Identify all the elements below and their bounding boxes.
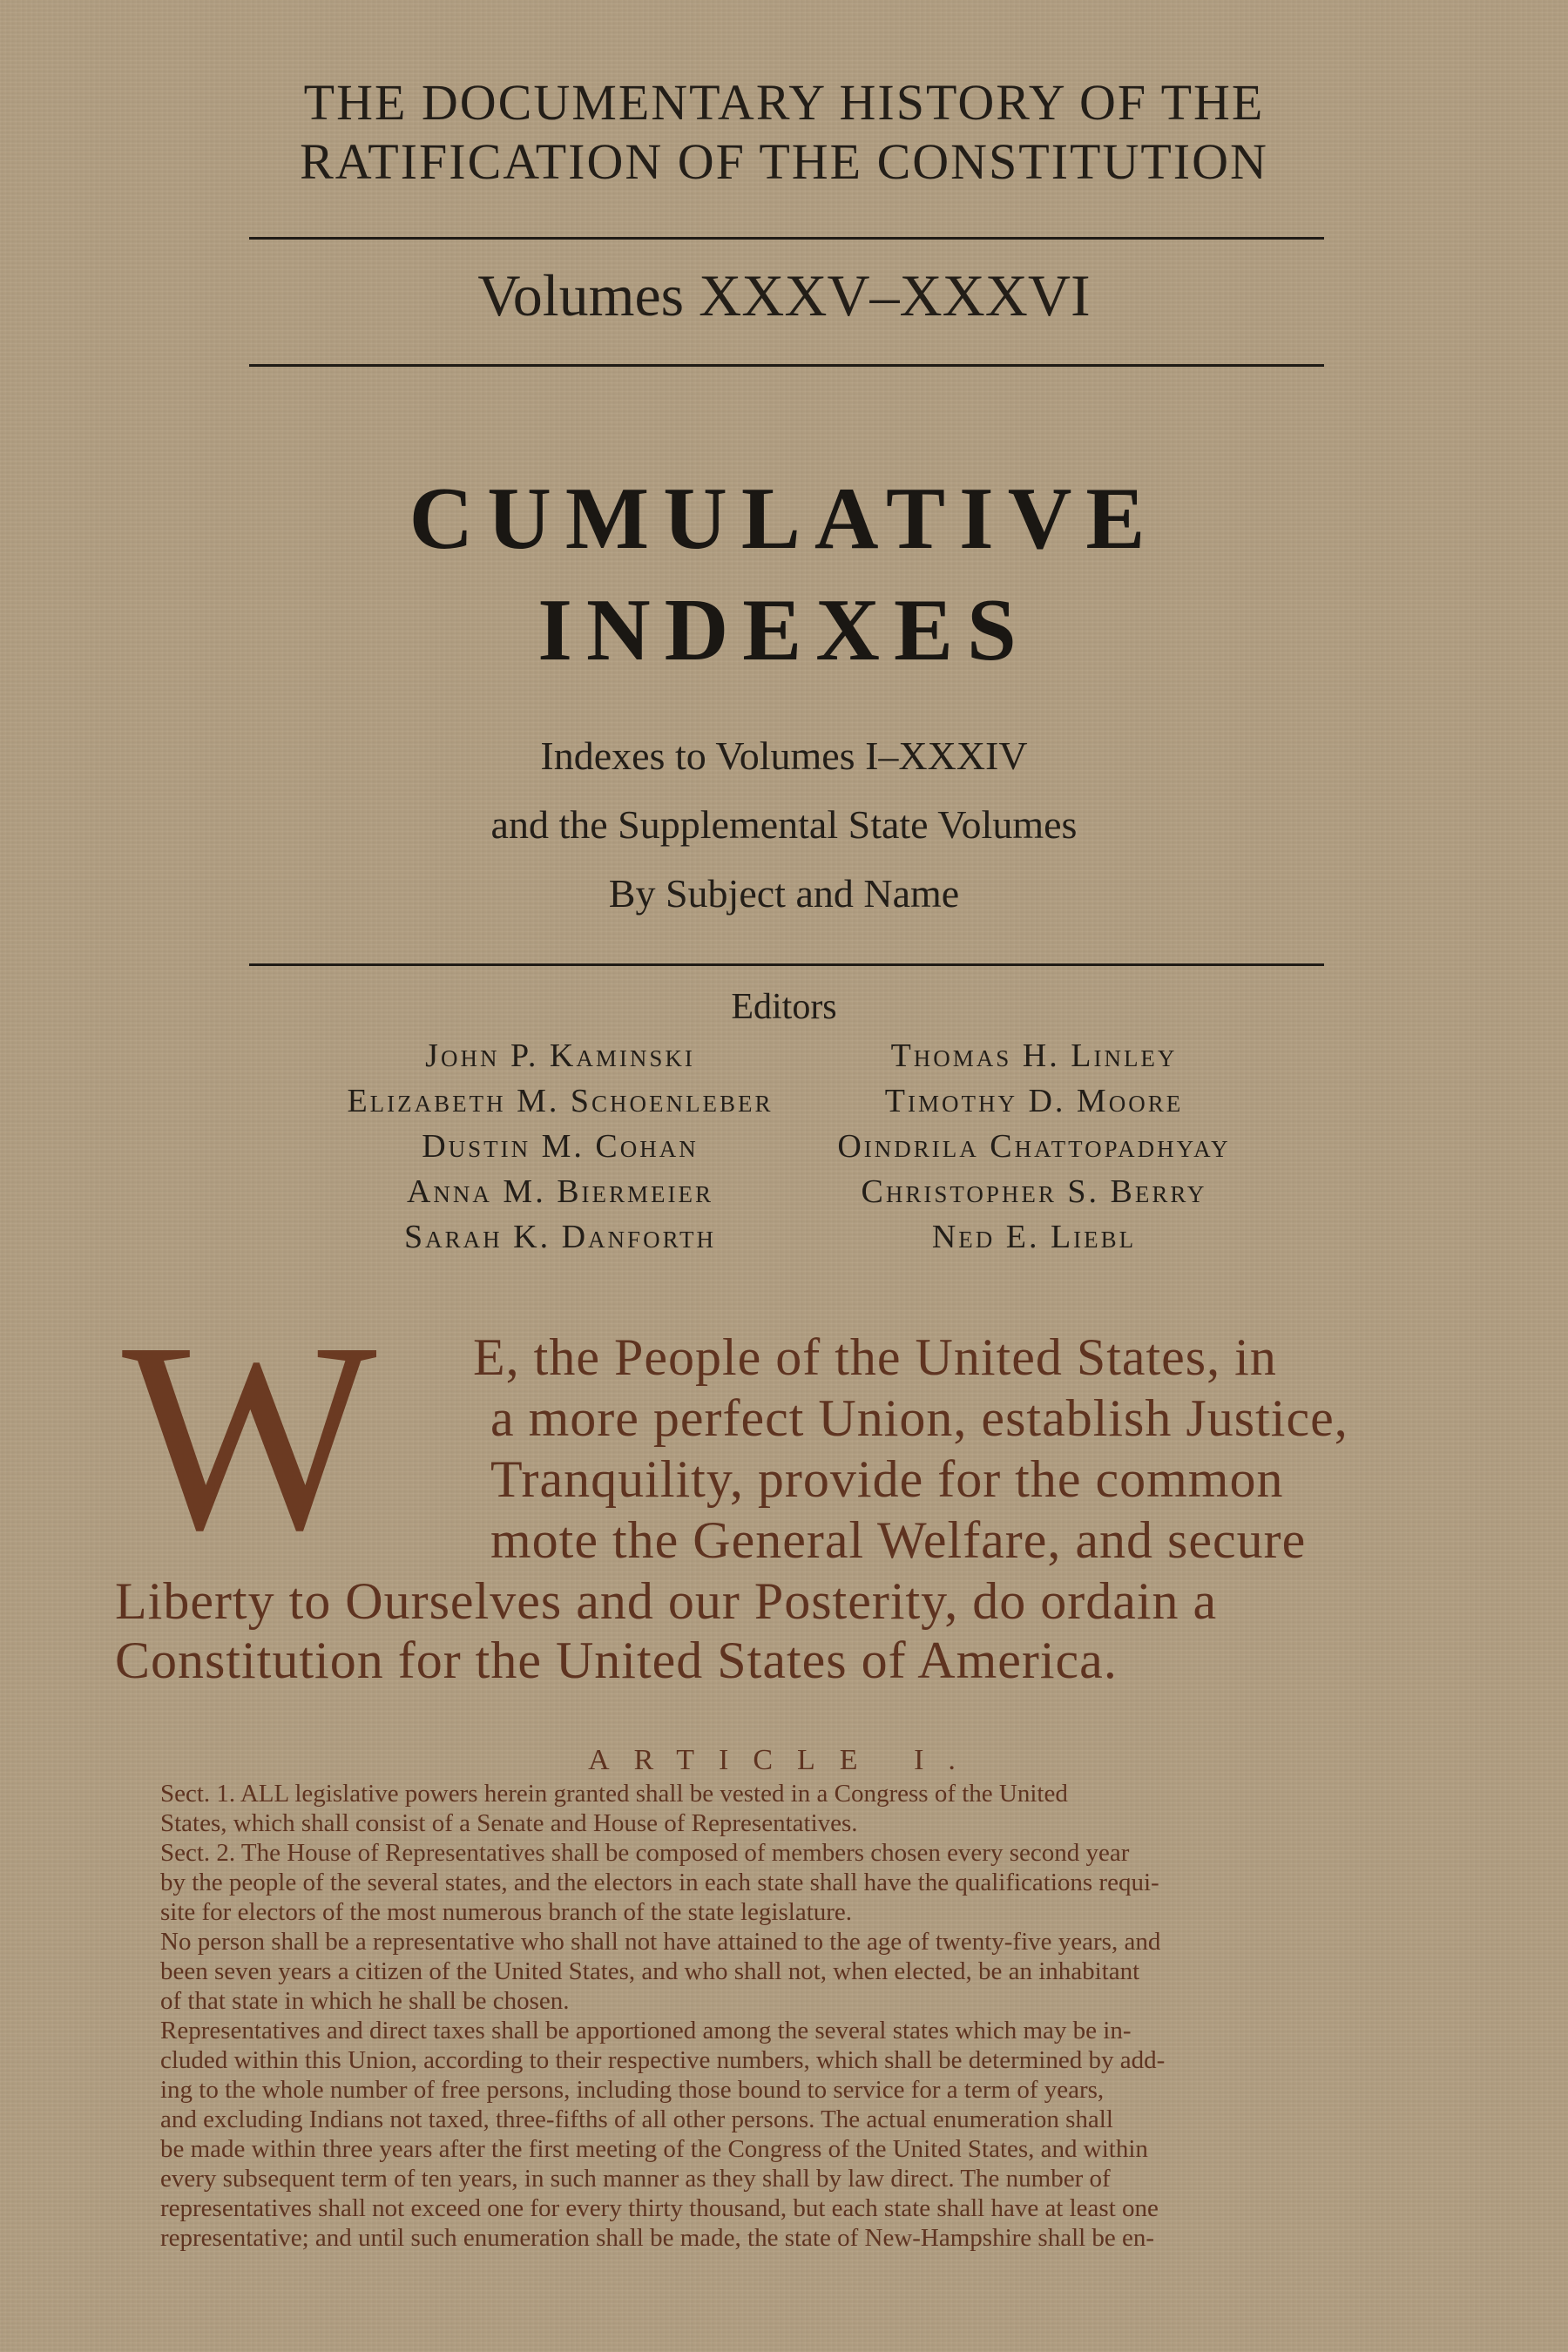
preamble-line: Liberty to Ourselves and our Posterity, do ordain a <box>115 1572 1218 1630</box>
volume-numbers: Volumes XXXV–XXXVI <box>477 262 1091 328</box>
preamble-line: a more perfect Union, establish Justice, <box>490 1389 1348 1447</box>
volumes-divider <box>249 364 1324 367</box>
main-title-line-2: INDEXES <box>537 581 1031 679</box>
editors-heading: Editors <box>731 987 837 1027</box>
article-text-line: site for electors of the most numerous branch of the state legislature. <box>160 1898 853 1926</box>
editor-name: Oindrila Chattopadhyay <box>837 1128 1231 1165</box>
preamble-line: Tranquility, provide for the common <box>490 1450 1284 1508</box>
main-title <box>0 463 1568 686</box>
article-text-line: No person shall be a representative who shall not have attained to the age of twenty-five years, and <box>160 1928 1161 1956</box>
preamble-drop-cap: W <box>122 1288 377 1586</box>
main-title-line-1: CUMULATIVE <box>409 470 1159 568</box>
article-text-line: of that state in which he shall be chosen. <box>160 1987 570 2015</box>
article-text-line: been seven years a citizen of the United States, and who shall not, when elected, be an inhabitant <box>160 1957 1140 1985</box>
editor-name: Elizabeth M. Schoenleber <box>347 1083 774 1119</box>
top-divider <box>249 237 1324 240</box>
series-title-line-2: RATIFICATION OF THE CONSTITUTION <box>300 133 1268 190</box>
editor-name: Christopher S. Berry <box>861 1173 1207 1210</box>
article-text-line: every subsequent term of ten years, in such manner as they shall by law direct. The number of <box>160 2165 1111 2193</box>
article-text-line: cluded within this Union, according to their respective numbers, which shall be determined by add- <box>160 2046 1166 2074</box>
series-title <box>0 73 1568 192</box>
subtitle <box>0 721 1568 928</box>
series-title-line-1: THE DOCUMENTARY HISTORY OF THE <box>303 74 1265 131</box>
preamble-line: E, the People of the United States, in <box>473 1328 1277 1386</box>
editor-name: Thomas H. Linley <box>890 1037 1178 1074</box>
subtitle-line-1: Indexes to Volumes I–XXXIV <box>540 733 1028 778</box>
article-text-line: representative; and until such enumeration shall be made, the state of New-Hampshire shall be en- <box>160 2224 1155 2252</box>
article-text-line: representatives shall not exceed one for every thirty thousand, but each state shall have at least one <box>160 2194 1159 2222</box>
editor-name: Ned E. Liebl <box>931 1219 1137 1255</box>
article-text-line: be made within three years after the first meeting of the Congress of the United States, and within <box>160 2135 1148 2163</box>
article-text-line: and excluding Indians not taxed, three-fifths of all other persons. The actual enumeration shall <box>160 2105 1113 2133</box>
article-text-line: States, which shall consist of a Senate and House of Representatives. <box>160 1809 858 1837</box>
editor-name: Anna M. Biermeier <box>406 1173 714 1210</box>
preamble-line: mote the General Welfare, and secure <box>490 1511 1307 1569</box>
article-heading: ARTICLE I. <box>588 1744 980 1776</box>
article-text-line: by the people of the several states, and the electors in each state shall have the qualifications requi- <box>160 1869 1159 1896</box>
article-text-line: Sect. 1. ALL legislative powers herein granted shall be vested in a Congress of the United <box>160 1780 1068 1808</box>
subtitle-line-2: and the Supplemental State Volumes <box>490 802 1078 847</box>
subtitle-line-3: By Subject and Name <box>608 871 960 916</box>
editor-name: Dustin M. Cohan <box>422 1128 699 1165</box>
article-text-line: Representatives and direct taxes shall be apportioned among the several states which may be in- <box>160 2017 1132 2044</box>
editor-name: Timothy D. Moore <box>884 1083 1184 1119</box>
editors-divider <box>249 963 1324 966</box>
editor-name: John P. Kaminski <box>425 1037 695 1074</box>
article-text-line: Sect. 2. The House of Representatives shall be composed of members chosen every second year <box>160 1839 1130 1867</box>
editor-name: Sarah K. Danforth <box>404 1219 716 1255</box>
preamble-line: Constitution for the United States of America. <box>115 1632 1118 1689</box>
article-text-line: ing to the whole number of free persons, including those bound to service for a term of years, <box>160 2076 1105 2104</box>
